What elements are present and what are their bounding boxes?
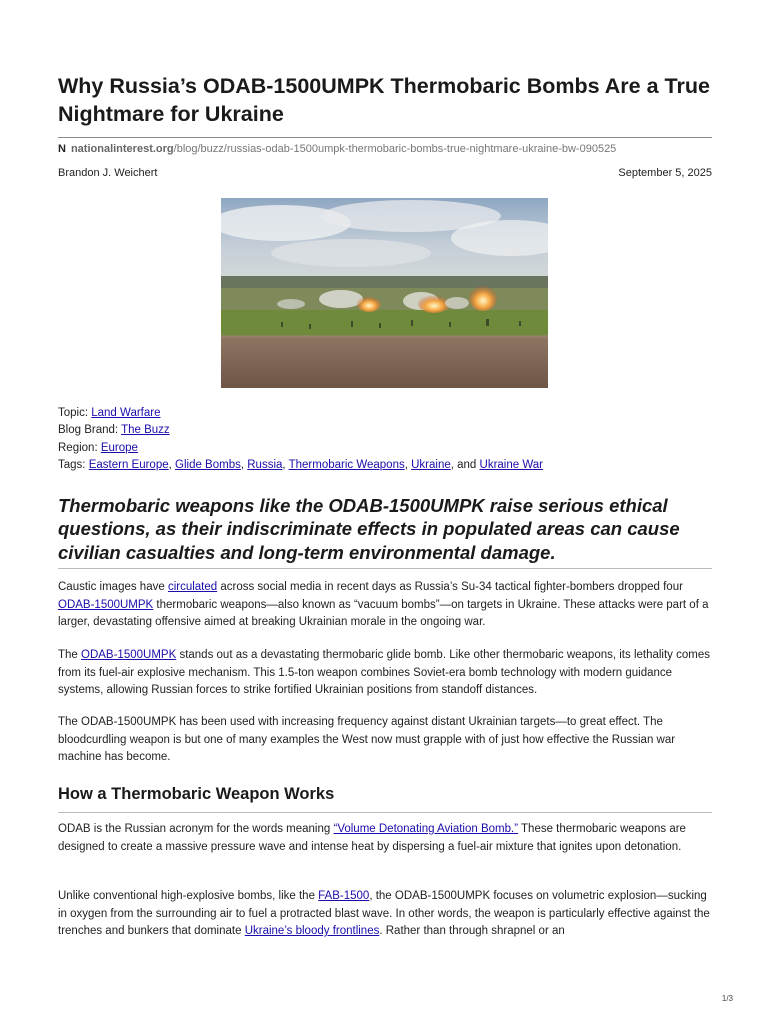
source-path: /blog/buzz/russias-odab-1500umpk-thermobaric-bombs-true-nightmare-ukraine-bw-090525 xyxy=(173,143,617,155)
publish-date: September 5, 2025 xyxy=(618,167,712,179)
section-heading: How a Thermobaric Weapon Works xyxy=(58,785,335,803)
paragraph-3: The ODAB-1500UMPK has been used with increasing frequency against distant Ukrainian targets—to great effect. The bloodcurdling weapon is but one of many examples the West now must grapple with of just how effective the Russian war machine has become. xyxy=(58,716,676,763)
circulated-link[interactable]: circulated xyxy=(167,581,218,593)
article-lede: Thermobaric weapons like the ODAB-1500UMPK raise serious ethical questions, as their indiscriminate effects in populated areas can cause civilian casualties and long-term environmental damage. xyxy=(58,495,680,563)
paragraph-4 xyxy=(58,821,712,856)
hero-image xyxy=(221,198,548,388)
region-link[interactable]: Europe xyxy=(100,441,138,454)
odab-definition-link[interactable]: “Volume Detonating Aviation Bomb.” xyxy=(333,823,519,835)
tag-link-glide-bombs[interactable]: Glide Bombs xyxy=(175,458,241,471)
paragraph-text: Unlike conventional high-explosive bombs, like the xyxy=(58,890,319,902)
tag-link-russia[interactable]: Russia xyxy=(247,458,283,471)
source-domain: nationalinterest.org xyxy=(70,143,174,155)
tags-conjunction: and xyxy=(457,458,477,471)
section-divider xyxy=(58,812,712,813)
paragraph-text: ODAB is the Russian acronym for the words meaning xyxy=(58,823,334,835)
topic-link[interactable]: Land Warfare xyxy=(91,407,161,419)
paragraph-text: , the ODAB-1500UMPK focuses on volumetric explosion—sucking in oxygen from the surrounding air to fuel a protracted blast wave. In other words, the weapon is particularly effective against the trenches and bunkers that dominate xyxy=(58,890,710,937)
odab-link[interactable]: ODAB-1500UMPK xyxy=(58,598,154,611)
paragraph-text: across social media in recent days as Russia’s Su-34 tactical fighter-bombers dropped four xyxy=(217,581,683,593)
site-logo-icon: N xyxy=(58,143,66,155)
fab-1500-link[interactable]: FAB-1500 xyxy=(318,890,370,902)
paragraph-1 xyxy=(58,579,712,632)
brand-label: Blog Brand: xyxy=(58,424,119,437)
region-row xyxy=(58,440,543,457)
tags-row: Tags: Eastern Europe, Glide Bombs, Russia, Thermobaric Weapons, Ukraine, and Ukraine War xyxy=(58,458,544,471)
paragraph-2 xyxy=(58,647,712,700)
frontlines-link[interactable]: Ukraine’s bloody frontlines xyxy=(244,925,380,937)
tag-link-ukraine-war[interactable]: Ukraine War xyxy=(479,458,544,471)
byline xyxy=(58,167,712,179)
paragraph-text: Caustic images have xyxy=(58,581,168,593)
region-label: Region: xyxy=(58,441,98,454)
explosion-field-photo xyxy=(221,198,548,388)
paragraph-5 xyxy=(58,888,712,941)
page-number: 1/3 xyxy=(721,994,733,1003)
brand-row xyxy=(58,422,543,439)
topic-label: Topic: xyxy=(58,407,89,419)
brand-link[interactable]: The Buzz xyxy=(121,424,170,437)
tag-link-eastern-europe[interactable]: Eastern Europe xyxy=(88,458,169,471)
article-title: Why Russia’s ODAB-1500UMPK Thermobaric Bombs Are a True Nightmare for Ukraine xyxy=(58,74,710,126)
topic-row xyxy=(58,405,543,422)
paragraph-text: stands out as a devastating thermobaric glide bomb. Like other thermobaric weapons, its lethality comes from its fuel-air explosive mechanism. This 1.5-ton weapon combines Soviet-era bomb technology with modern guidance systems, allowing Russian forces to strike fortified Ukrainian positions from standoff distances. xyxy=(58,649,711,696)
paragraph-text: thermobaric weapons—also known as “vacuum bombs”—on targets in Ukraine. These attacks were part of a larger, devastating offensive aimed at breaking Ukrainian morale in the ongoing war. xyxy=(58,598,709,628)
odab-link-2[interactable]: ODAB-1500UMPK xyxy=(81,649,177,661)
source-url[interactable] xyxy=(58,143,616,155)
title-divider xyxy=(58,137,712,138)
paragraph-text: These thermobaric weapons are designed to create a massive pressure wave and intense heat by dispersing a fuel-air mixture that ignites upon detonation. xyxy=(58,823,686,853)
tag-link-thermobaric-weapons[interactable]: Thermobaric Weapons xyxy=(288,458,405,471)
lede-divider xyxy=(58,568,712,569)
author-name: Brandon J. Weichert xyxy=(58,167,158,179)
paragraph-text: The xyxy=(58,649,82,661)
article-meta xyxy=(58,405,543,474)
paragraph-text: . Rather than through shrapnel or an xyxy=(379,925,565,937)
tags-label: Tags: xyxy=(58,458,86,471)
tag-link-ukraine[interactable]: Ukraine xyxy=(411,458,451,471)
